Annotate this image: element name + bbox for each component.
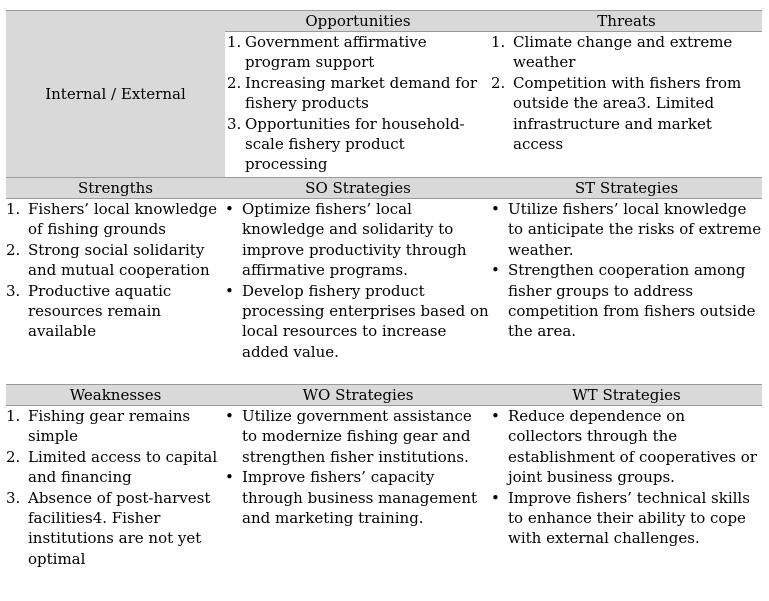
bullet-icon: • bbox=[225, 281, 234, 300]
strength-text: Productive aquatic resources remain available bbox=[28, 281, 172, 341]
strength-text: Fishers’ local knowledge of fishing grounds bbox=[28, 200, 217, 239]
weakness-item bbox=[6, 447, 225, 488]
strength-item bbox=[6, 199, 225, 240]
wt-strategy-item bbox=[491, 406, 762, 488]
opportunities-header: Opportunities bbox=[225, 11, 491, 32]
weakness-item bbox=[6, 488, 225, 570]
list-number: 3. bbox=[6, 281, 21, 300]
threat-item bbox=[491, 32, 762, 73]
so-strategies-cell bbox=[225, 199, 491, 385]
weaknesses-header: Weaknesses bbox=[6, 385, 225, 406]
list-number: 3. bbox=[6, 488, 21, 507]
so-strategy-text: Optimize fishers’ local knowledge and solidarity to improve productivity through affirmative programs. bbox=[242, 200, 467, 280]
wt-strategy-item bbox=[491, 488, 762, 549]
strength-item bbox=[6, 281, 225, 342]
st-strategy-text: Utilize fishers’ local knowledge to anticipate the risks of extreme weather. bbox=[508, 200, 762, 259]
list-number: 3. bbox=[227, 114, 242, 133]
bullet-icon: • bbox=[491, 488, 500, 507]
opportunity-text: Increasing market demand for fishery products bbox=[245, 73, 478, 113]
threat-text: Competition with fishers from outside the area3. Limited infrastructure and market access bbox=[513, 73, 742, 154]
wo-strategies-cell bbox=[225, 406, 491, 592]
weaknesses-cell bbox=[6, 406, 225, 592]
weakness-item bbox=[6, 406, 225, 447]
st-strategy-text: Strengthen cooperation among fisher groups to address competition from fishers outside the area. bbox=[508, 261, 756, 341]
weakness-text: Absence of post-harvest facilities4. Fisher institutions are not yet optimal bbox=[28, 488, 211, 568]
weakness-text: Limited access to capital and financing bbox=[28, 447, 218, 487]
bullet-icon: • bbox=[491, 407, 500, 425]
opportunity-item bbox=[227, 114, 491, 175]
list-number: 1. bbox=[227, 33, 242, 51]
so-strategies-header: SO Strategies bbox=[225, 178, 491, 199]
strengths-header: Strengths bbox=[6, 178, 225, 199]
wo-strategy-text: Improve fishers’ capacity through business management and marketing training. bbox=[242, 468, 478, 528]
list-number: 1. bbox=[6, 200, 21, 218]
strength-text: Strong social solidarity and mutual cooperation bbox=[28, 240, 210, 280]
bullet-icon: • bbox=[225, 407, 234, 425]
strengths-cell bbox=[6, 199, 225, 385]
wo-strategy-item bbox=[225, 406, 491, 467]
corner-label: Internal / External bbox=[45, 84, 186, 103]
opportunity-text: Government affirmative program support bbox=[245, 33, 427, 72]
st-strategies-cell bbox=[491, 199, 762, 385]
list-number: 1. bbox=[6, 407, 21, 425]
st-strategies-header: ST Strategies bbox=[491, 178, 762, 199]
threats-header: Threats bbox=[491, 11, 762, 32]
bullet-icon: • bbox=[491, 261, 500, 280]
opportunity-item bbox=[227, 32, 491, 73]
weakness-text: Fishing gear remains simple bbox=[28, 407, 191, 446]
opportunities-cell bbox=[225, 32, 491, 178]
swot-matrix-table bbox=[6, 10, 762, 592]
wt-strategy-text: Improve fishers’ technical skills to enhance their ability to cope with external challenges. bbox=[508, 488, 750, 548]
wo-strategy-item bbox=[225, 467, 491, 528]
st-strategy-item bbox=[491, 260, 762, 342]
list-number: 1. bbox=[491, 33, 506, 51]
st-strategy-item bbox=[491, 199, 762, 260]
threat-item bbox=[491, 73, 762, 155]
wt-strategies-cell bbox=[491, 406, 762, 592]
bullet-icon: • bbox=[491, 200, 500, 218]
list-number: 2. bbox=[6, 447, 21, 466]
list-number: 2. bbox=[491, 73, 506, 92]
corner-label-cell bbox=[6, 11, 225, 178]
wo-strategies-header: WO Strategies bbox=[225, 385, 491, 406]
list-number: 2. bbox=[227, 73, 242, 92]
wo-strategy-text: Utilize government assistance to modernize fishing gear and strengthen fisher institutions. bbox=[242, 407, 472, 466]
strength-item bbox=[6, 240, 225, 281]
threats-cell bbox=[491, 32, 762, 178]
wt-strategies-header: WT Strategies bbox=[491, 385, 762, 406]
wt-strategy-text: Reduce dependence on collectors through the establishment of cooperatives or joint business groups. bbox=[508, 407, 757, 487]
bullet-icon: • bbox=[225, 200, 234, 218]
so-strategy-text: Develop fishery product processing enterprises based on local resources to increase added value. bbox=[242, 281, 489, 361]
so-strategy-item bbox=[225, 199, 491, 281]
opportunity-item bbox=[227, 73, 491, 114]
list-number: 2. bbox=[6, 240, 21, 259]
so-strategy-item bbox=[225, 281, 491, 363]
threat-text: Climate change and extreme weather bbox=[513, 33, 733, 72]
bullet-icon: • bbox=[225, 468, 234, 487]
opportunity-text: Opportunities for household-scale fishery product processing bbox=[245, 114, 465, 174]
